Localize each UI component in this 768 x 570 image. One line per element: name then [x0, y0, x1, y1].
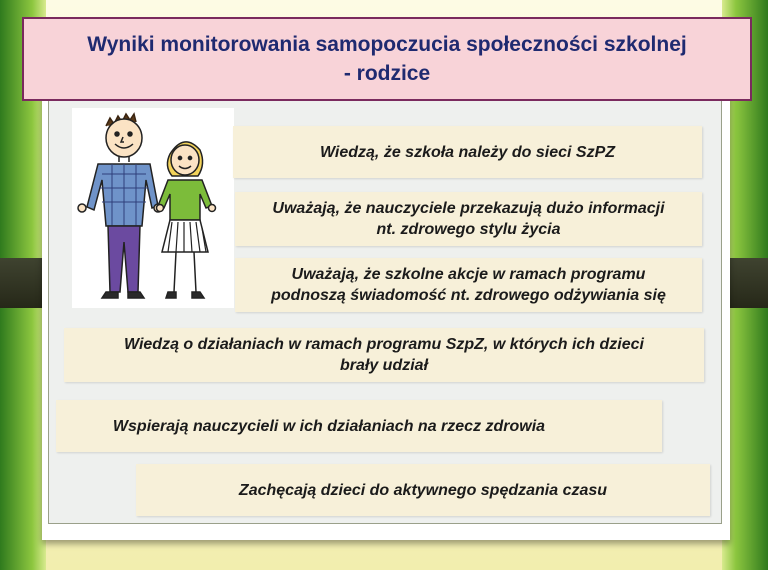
statement-text: Uważają, że nauczyciele przekazują dużo informacji: [272, 200, 665, 217]
statement-card: [136, 464, 710, 516]
parents-illustration: [72, 108, 234, 308]
statement-text: nt. zdrowego stylu życia: [376, 221, 561, 238]
statement-text: Wiedzą, że szkoła należy do sieci SzPZ: [319, 143, 616, 161]
statement-card: [235, 192, 702, 246]
statement-text: Uważają, że szkolne akcje w ramach programu: [291, 266, 646, 283]
statement-text: Wiedzą o działaniach w ramach programu SzpZ, w których ich dzieci: [124, 336, 644, 353]
slide-title: [22, 17, 752, 101]
parents-drawing-icon: [72, 108, 234, 308]
slide-title-line1: Wyniki monitorowania samopoczucia społeczności szkolnej: [87, 33, 687, 56]
statement-card: [235, 258, 702, 312]
statement-text: Wspierają nauczycieli w ich działaniach na rzecz zdrowia: [112, 417, 546, 435]
statement-text: brały udział: [339, 357, 429, 374]
statement-card: [64, 328, 704, 382]
statement-text: podnoszą świadomość nt. zdrowego odżywiania się: [271, 287, 666, 304]
statement-card: [56, 400, 662, 452]
slide-title-line2: - rodzice: [343, 62, 431, 85]
statement-text: Zachęcają dzieci do aktywnego spędzania czasu: [238, 481, 608, 499]
statement-card: [233, 126, 702, 178]
